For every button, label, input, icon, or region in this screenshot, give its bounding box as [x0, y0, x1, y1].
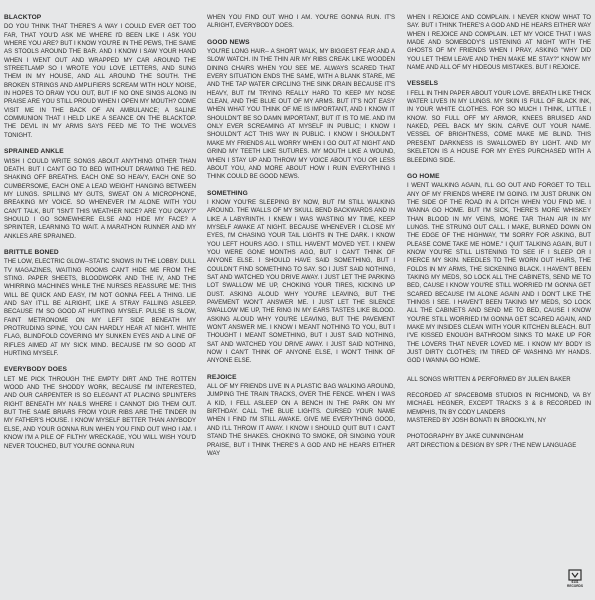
- song-title: BRITTLE BONED: [4, 248, 59, 256]
- song-lyrics: ALL OF MY FRIENDS LIVE IN A PLASTIC BAG WALKING AROUND, JUMPING THE TRAIN TRACKS, OVER THE FENCE. WHEN I WAS A KID, I FELL ASLEEP ON A BENCH IN THE PARK ON MY BIRTHDAY. CALL THE BLUE LIGHTS. CURSED YOUR NAME WHEN I FIND I'M STILL AWAKE. GIVE ME EVERYTHING GOOD, AND I'LL THROW IT AWAY. I KNOW I SHOULD QUIT BUT I CAN'T STAND THE SHAKES. CHOKING TO SMOKE, OR SINGING YOUR PRAISE, BUT I THINK THERE'S A GOD AND HE HEARS EITHER WAY: [207, 384, 395, 457]
- column-2: [207, 14, 395, 466]
- song-lyrics: WHEN I REJOICE AND COMPLAIN. I NEVER KNOW WHAT TO SAY. BUT I THINK THERE'S A GOD AND HE HEARS EITHER WAY WHEN I REJOICE AND COMPLAIN. LET MY VOICE THAT I WAS MADE AND SOMEBODY'S LISTENING AT NIGHT WITH THE GHOSTS OF MY FRIENDS WHEN I PRAY, ASKING "WHY DID YOU LET THEM LEAVE AND THEN MAKE ME STAY?" KNOW MY NAME AND ALL OF MY HIDEOUS MISTAKES. BUT I REJOICE.: [407, 15, 591, 72]
- song-lyrics: YOU'RE LONG HAIR-- A SHORT WALK, MY BIGGEST FEAR AND A SLOW WATCH. IN THE THIN AIR MY RIBS CREAK LIKE WOODEN DINING CHAIRS WHEN YOU SEE ME. ALWAYS SCARED THAT EVERY SITUATION ENDS THE SAME, WITH A BLANK STARE, ME AND THE TAP WATER CIRCLING THE SINK DRAIN BECAUSE IT'S HEAVY, BUT I'M TRYING REALLY HARD TO KEEP MY NOSE CLEAN, AND THE BLUE OUT OF MY ARMS. BUT IT'S NOT EASY WHEN WHAT YOU THINK OF ME IS IMPORTANT, AND I KNOW IT SHOULDN'T BE SO DAMN IMPORTANT, BUT IT IS TO ME. AND I'M ONLY EVER SCREAMING AT MYSELF IN PUBLIC; I KNOW I SHOULDN'T ACT THIS WAY IN PUBLIC. I KNOW I SHOULDN'T MAKE MY FRIENDS ALL WORRY WHEN I GO OUT AT NIGHT AND GRIND MY TEETH LIKE SUTURES. MY MOUTH LIKE A WOUND, WHEN I STAY UP AND THROW MY VOICE ABOUT YOU OR LESS ABOUT YOU, AND MORE ABOUT HOW I RUIN EVERYTHING I THINK COULD BE GOOD NEWS.: [207, 49, 395, 181]
- song-title: SPRAINED ANKLE: [4, 148, 64, 156]
- credit-line: RECORDED AT SPACEBOMB STUDIOS IN RICHMOND, VA BY MICHAEL HEGNER, EXCEPT TRACKS 3 & 8 RECORDED IN MEMPHIS, TN BY CODY LANDERS MASTERED BY JOSH BONATI IN BROOKLYN, NY: [407, 393, 591, 425]
- song-title: EVERYBODY DOES: [4, 366, 67, 374]
- song-lyrics: I KNOW YOU'RE SLEEPING BY NOW, BUT I'M STILL WALKING AROUND. THE WALLS OF MY SKULL BEND BACKWARDS AND IN LIKE A LABYRINTH. I KNEW I WAS WASTING MY TIME, KEEP MYSELF AWAKE AT NIGHT. BECAUSE WHENEVER I CLOSE MY EYES, I'M CHASING YOUR TAIL LIGHTS IN THE DARK. I KNOW YOU LEFT HOURS AGO. I STILL HAVEN'T MOVED YET. I KNEW YOU WERE GONE MONTHS AGO, BUT I CAN'T THINK OF ANYONE ELSE. I SHOULD HAVE SAID SOMETHING, BUT I COULDN'T FIND SOMETHING TO SAY. SO I JUST SAID NOTHING, SAT AND WATCHED YOU DRIVE AWAY. I JUST LET THE PARKING LOT SWALLOW ME UP, CHOKING YOUR TIRES, KICKING UP DUST. ASKING ALOUD WHY YOU'RE LEAVING, BUT THE PAVEMENT WON'T ANSWER ME. I JUST LET THE SILENCE SWALLOW ME UP, THE RING IN MY EARS TASTES LIKE BLOOD. ASKING ALOUD WHY YOU'RE LEAVING, BUT THE PAVEMENT WON'T ANSWER ME. I KNOW I MEANT NOTHING TO YOU, BUT I THOUGHT I MEANT SOMETHING, BUT I JUST SAID NOTHING, SAT AND WATCHED YOU DRIVE AWAY. I JUST SAID NOTHING, NOW I CAN'T THINK OF ANYONE ELSE, I WON'T THINK OF ANYONE ELSE.: [207, 199, 395, 365]
- song-lyrics: THE LOW, ELECTRIC GLOW--STATIC SNOWS IN THE LOBBY. DULL TV MAGAZINES, WAITING ROOMS CAN'T HIDE ME FROM THE STING. PAPER SHEETS, BLOODWORK AND THE IV, AND THE WHIRRING MACHINES WHILE THE NURSES REASSURE ME: THIS WILL BE QUICK AND EASY, I'M NOT GONNA FEEL A THING. LIE AND SAY IT'LL BE ALRIGHT, LIKE A STRAY FALLING ASLEEP. BECAUSE I'M SO GOOD AT HURTING MYSELF. PULSE IS SLOW, FAINT METRONOME ON MY LEFT SIDE BENEATH MY PROTRUDING SPINE, YOU CAN HARDLY HEAR AT NIGHT. WHITE FLAG, BLINDFOLD COVERING MY SUNKEN EYES AND A LINE OF RIFLES AIMED AT MY SICK MIND. BECAUSE I'M SO GOOD AT HURTING MYSELF.: [4, 259, 196, 358]
- song-lyrics: I WENT WALKING AGAIN, I'LL GO OUT AND FORGET TO TELL ANY OF MY FRIENDS WHERE I'M GOING. I'M JUST DRUNK ON THE SIDE OF THE ROAD IN A DITCH WHEN YOU FIND ME. I WANNA GO HOME. BUT I'M SICK, THERE'S MORE WHISKEY THAN BLOOD IN MY VEINS, MORE TAR THAN AIR IN MY LUNGS. THE STRUNG OUT CALL. I MAKE, BURNED DOWN ON THE EDGE OF THE HIGHWAY, "I'M SORRY FOR ASKING, BUT PLEASE COME TAKE ME HOME." I QUIT TALKING AGAIN, BUT I KNOW YOU'RE STILL LISTENING TO SEE IF I SLEEP OR I PIERCE MY SKIN. NEEDLES TO THE WORN OUT HAIRS, THE FOLDS IN MY ARMS, THE SICKENING BLACK. I HAVEN'T BEEN TAKING MY MEDS, SO LOCK ALL THE CABINETS, SEND ME TO BED, CAUSE I KNOW YOU'RE STILL WORRIED I'M GONNA GET SCARED BECAUSE I'M ALONE AGAIN AND I DON'T LIKE THE THINGS I SEE. I HAVEN'T BEEN TAKING MY MEDS, SO LOCK ALL THE CABINETS AND SEND ME TO BED, CAUSE I KNOW YOU'RE STILL WORRIED I'M GONNA GET SCARED AGAIN, AND MAKE MY INSIDES CLEAN WITH YOUR KITCHEN BLEACH. BUT I'VE KISSED ENOUGH BATHROOM SINKS TO MAKE UP FOR THE LOVERS THAT NEVER LOVED ME. I KNOW MY BODY IS JUST DIRTY CLOTHES; I'M TIRED OF WASHING MY HANDS. GOD I WANNA GO HOME.: [407, 183, 591, 365]
- song-section: [407, 173, 591, 366]
- song-section: [4, 249, 196, 358]
- song-title: BLACKTOP: [4, 14, 42, 21]
- song-section: [4, 148, 196, 241]
- song-section: [4, 14, 196, 140]
- credit-line: PHOTOGRAPHY BY JAKE CUNNINGHAM ART DIRECTION & DESIGN BY SPR / THE NEW LANGUAGE: [407, 434, 577, 449]
- column-3: [407, 14, 591, 458]
- song-lyrics: WHEN YOU FIND OUT WHO I AM. YOU'RE GONNA RUN. IT'S ALRIGHT, EVERYBODY DOES.: [207, 15, 395, 30]
- song-title: SOMETHING: [207, 189, 248, 197]
- column-1: [4, 14, 196, 459]
- song-lyrics: DO YOU THINK THAT THERE'S A WAY I COULD EVER GET TOO FAR, THAT YOU'D ASK ME WHERE I'D BEEN LIKE I ASK YOU WHERE YOU ARE? BUT I KNOW YOU'RE IN THE PEWS, THE SAME AS STOOLS AROUND THE BAR. AND I KNOW I SAW YOUR HAND WHEN I WENT OUT AND WRAPPED MY CAR AROUND THE STREETLAMP SO I WROTE YOU LOVE LETTERS, AND SUNG THEM IN MY HOUSE, AND ALL AROUND THE SOUTH. THE BROKEN STRINGS AND AMPLIFIERS SCREAM WITH HOLY NOISE, IN HOPES TO DRAW YOU OUT, BUT IF NO ONE SINGS ALONG IN PRAISE ARE YOU STILL PROUD WHEN I OPEN MY MOUTH? COME VISIT ME IN THE BACK OF AN AMBULANCE; A SALINE COMMUNION THAT I HELD LIKE A SEANCE ON THE BLACKTOP. THE DEVIL IN MY ARMS SAYS FEED ME TO THE WOLVES TONIGHT.: [4, 24, 196, 139]
- song-title: REJOICE: [207, 373, 237, 381]
- song-title: VESSELS: [407, 80, 439, 88]
- record-label-text: 6131 RECORDS: [567, 580, 583, 588]
- song-title: GOOD NEWS: [207, 38, 250, 46]
- record-label-logo: [564, 566, 586, 592]
- song-section: [207, 39, 395, 182]
- credit-line: ALL SONGS WRITTEN & PERFORMED BY JULIEN BAKER: [407, 376, 571, 383]
- song-continuation: [407, 14, 591, 72]
- credits: [407, 376, 591, 450]
- song-title: GO HOME: [407, 172, 440, 180]
- song-lyrics: LET ME PICK THROUGH THE EMPTY DIRT AND THE ROTTEN WOOD AND THE SHODDY WORK, BECAUSE I'M INTERESTED, AND OUR CARPENTER IS SO ELEGANT AT PLACING SPLINTERS RIGHT BENEATH MY NAILS WHERE I CANNOT DIG THEM OUT. BUT THE SAME BRIARS FROM YOUR RIBS ARE THE TINDER IN MY FATHER'S HOUSE. I KNOW MYSELF BETTER THAN ANYBODY ELSE, AND YOUR GONNA RUN WHEN YOU FIND OUT WHO I AM. I KNOW I'M A PILE OF FILTHY WRECKAGE, YOU WILL WISH YOU'D NEVER TOUCHED, BUT YOU'RE GONNA RUN: [4, 376, 196, 450]
- song-section: [207, 190, 395, 366]
- song-section: [4, 366, 196, 450]
- song-continuation: [207, 14, 395, 31]
- song-lyrics: WISH I COULD WRITE SONGS ABOUT ANYTHING OTHER THAN DEATH. BUT I CAN'T GO TO BED WITHOUT DRAWING THE RED. SHAKING OFF BREATHS. EACH ONE SO HEAVY, EACH ONE SO CUMBERSOME, EACH ONE A LEAD WEIGHT HANGING BETWEEN MY LUNGS. SPILLING MY GUTS, SWEAT ON A MICROPHONE, BREAKING MY VOICE. SO WHENEVER I'M ALONE WITH YOU CAN'T TALK, BUT "ISN'T THIS WEATHER NICE? ARE YOU OKAY?" SHOULD I GO SOMEWHERE ELSE AND HIDE MY FACE? A SPRINTER, LEARNING TO WAIT. A MARATHON RUNNER AND MY ANKLES ARE SPRAINED.: [4, 158, 196, 240]
- song-section: [207, 374, 395, 458]
- lyrics-sheet: [4, 14, 591, 594]
- song-section: [407, 80, 591, 164]
- song-lyrics: I FELL IN THIN PAPER ABOUT YOUR LOVE. BREATH LIKE THICK WATER LIVES IN MY LUNGS. MY SKIN IS FULL OF BLACK INK, IN YOUR WHITE CLOTHES. FOR SO MUCH I THINK, LITTLE I KNOW. SO FULL OFF MY ARMOR, KNEES BRUISED AND NAKED, PEEL BACK MY SKIN. CARVE OUT YOUR NAME. VESSEL OF BRIGHTNESS, COME MAKE ME BLIND. THIS PRESENT DARKNESS IS SWALLOWED BY LIGHT. AND MY SKELETON IS A HOUSE FOR MY EYES PURCHASED WITH A BLEEDING SIDE.: [407, 90, 591, 164]
